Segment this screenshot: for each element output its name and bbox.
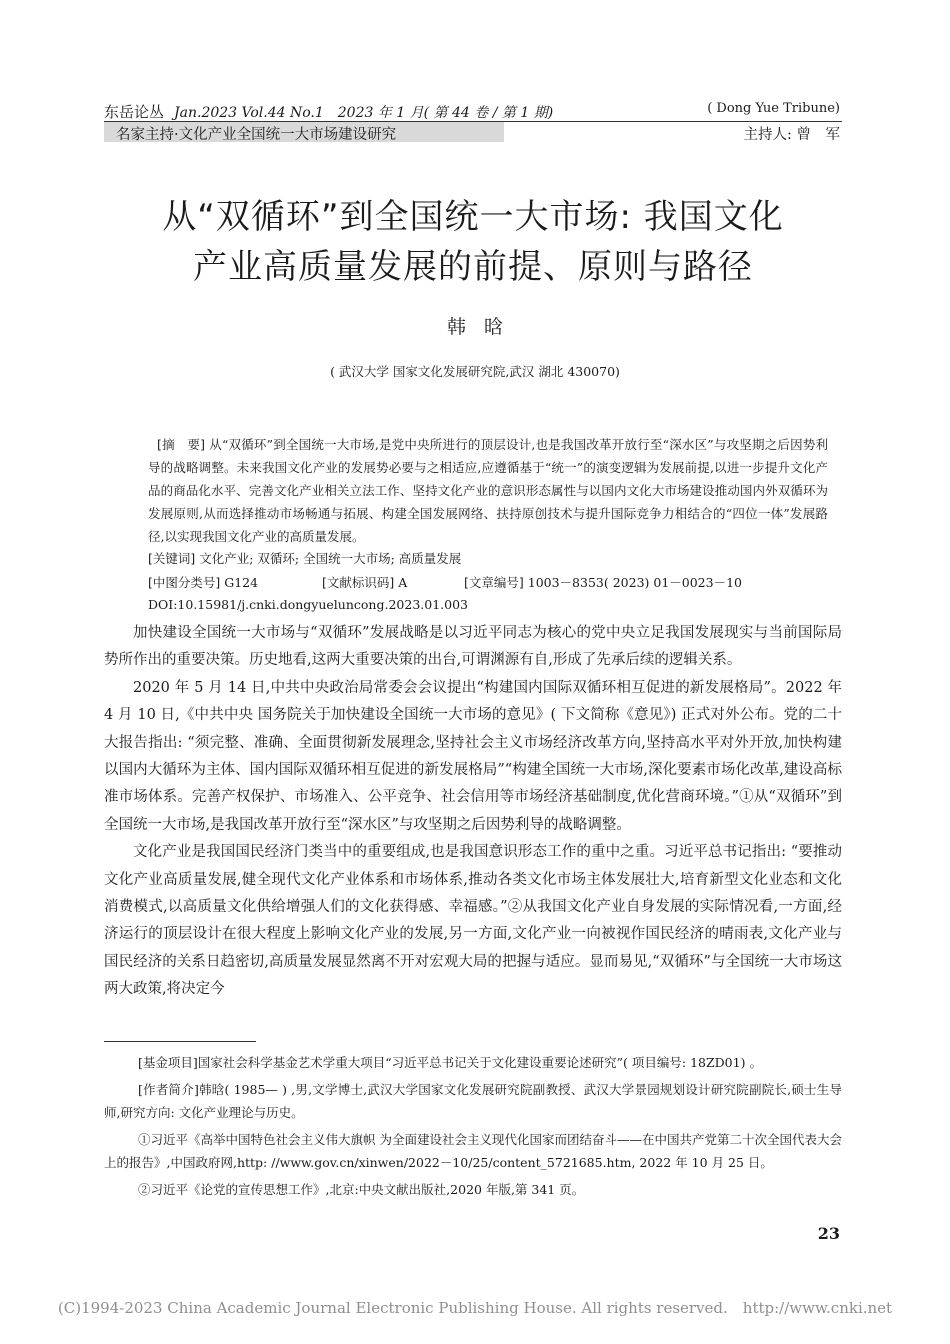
keywords-text: 文化产业; 双循环; 全国统一大市场; 高质量发展 <box>195 551 462 566</box>
keywords <box>148 549 461 567</box>
footnote-fund: [基金项目]国家社会科学基金艺术学重大项目“习近平总书记关于文化建设重要论述研究”( 项目编号: 18ZD01) 。 <box>138 1055 762 1070</box>
body-text <box>104 620 842 1004</box>
doc-value: A <box>394 575 408 590</box>
clc-value: G124 <box>220 575 259 590</box>
footnote-rule <box>104 1041 256 1042</box>
copyright-watermark: (C)1994-2023 China Academic Journal Electronic Publishing House. All rights reserved. http://www.cnki.net <box>57 1299 893 1317</box>
column-title: 名家主持·文化产业全国统一大市场建设研究 <box>116 127 397 143</box>
art-value: 1003－8353( 2023) 01－0023－10 <box>523 575 742 590</box>
abstract <box>148 433 828 548</box>
article-number <box>464 573 742 591</box>
page-number: 23 <box>817 1224 840 1243</box>
author-affiliation: ( 武汉大学 国家文化发展研究院,武汉 湖北 430070) <box>330 364 620 379</box>
issue-info: Jan.2023 Vol.44 No.1 2023 年 1 月( 第 44 卷 / 第 1 期) <box>174 105 554 121</box>
column-host: 主持人: 曾 军 <box>743 127 840 143</box>
paragraph-3: 文化产业是我国国民经济门类当中的重要组成,也是我国意识形态工作的重中之重。习近平总书记指出: “要推动文化产业高质量发展,健全现代文化产业体系和市场体系,推动各类文化市场主体发展壮大,培育新型文化业态和文化消费模式,以高质量文化供给增强人们的文化获得感、幸福感。”②从我国文化产业自身发展的实际情况看,一方面,经济运行的顶层设计在很大程度上影响文化产业的发展,另一方面,文化产业一向被视作国民经济的晴雨表,文化产业与国民经济的关系日趋密切,高质量发展显然离不开对宏观大局的把握与适应。显而易见,“双循环”与全国统一大市场这两大政策,将决定今 <box>104 844 842 998</box>
footnote-1: ①习近平《高举中国特色社会主义伟大旗帜 为全面建设社会主义现代化国家而团结奋斗——在中国共产党第二十次全国代表大会上的报告》,中国政府网,http: //www.gov.cn/xinwen/2022－10/25/content_5721685.htm, 2022 年 10 月 25 日。 <box>104 1132 842 1170</box>
title-line-2: 产业高质量发展的前提、原则与路径 <box>193 247 753 287</box>
clc-label: [中图分类号] <box>148 575 221 590</box>
journal-header <box>104 101 553 122</box>
keywords-label: [关键词] <box>148 551 196 566</box>
document-code <box>322 573 407 591</box>
paragraph-1: 加快建设全国统一大市场与“双循环”发展战略是以习近平同志为核心的党中央立足我国发展现实与当前国际局势所作出的重要决策。历史地看,这两大重要决策的出台,可谓渊源有自,形成了先承后续的逻辑关系。 <box>104 625 842 669</box>
footnote-2: ②习近平《论党的宣传思想工作》,北京:中央文献出版社,2020 年版,第 341 页。 <box>138 1182 585 1197</box>
author-name: 韩晗 <box>446 316 521 338</box>
title-line-1: 从“双循环”到全国统一大市场: 我国文化 <box>162 197 784 237</box>
footnotes <box>104 1051 842 1205</box>
footnote-author-bio: [作者简介]韩晗( 1985— ) ,男,文学博士,武汉大学国家文化发展研究院副教授、武汉大学景园规划设计研究院副院长,硕士生导师,研究方向: 文化产业理论与历史。 <box>104 1082 842 1120</box>
abstract-text: 从“双循环”到全国统一大市场,是党中央所进行的顶层设计,也是我国改革开放行至“深水区”与攻坚期之后因势利导的战略调整。未来我国文化产业的发展势必要与之相适应,应遵循基于“统一”的演变逻辑为发展前提,以进一步提升文化产品的商品化水平、完善文化产业相关立法工作、坚持文化产业的意识形态属性与以国内文化大市场建设推动国内外双循环为发展原则,从而选择推动市场畅通与拓展、构建全国发展网络、扶持原创技术与提升国际竞争力相结合的“四位一体”发展路径,以实现我国文化产业的高质量发展。 <box>148 437 828 544</box>
doi[interactable]: DOI:10.15981/j.cnki.dongyueluncong.2023.01.003 <box>148 597 468 612</box>
art-label: [文章编号] <box>464 575 524 590</box>
journal-name: 东岳论丛 <box>104 103 165 121</box>
article-title <box>104 192 842 292</box>
paragraph-2: 2020 年 5 月 14 日,中共中央政治局常委会会议提出“构建国内国际双循环相互促进的新发展格局”。2022 年 4 月 10 日,《中共中央 国务院关于加快建设全国统一大市场的意见》( 下文简称《意见》) 正式对外公布。党的二十大报告指出: “须完整、准确、全面贯彻新发展理念,坚持社会主义市场经济改革方向,坚持高水平对外开放,加快构建以国内大循环为主体、国内国际双循环相互促进的新发展格局”“构建全国统一大市场,深化要素市场化改革,建设高标准市场体系。完善产权保护、市场准入、公平竞争、社会信用等市场经济基础制度,优化营商环境。”①从“双循环”到全国统一大市场,是我国改革开放行至“深水区”与攻坚期之后因势利导的战略调整。 <box>104 679 842 833</box>
classification-row <box>148 573 828 593</box>
clc-code <box>148 573 258 591</box>
journal-name-en: ( Dong Yue Tribune) <box>707 101 840 116</box>
abstract-label: [摘 要] <box>157 437 206 452</box>
doc-label: [文献标识码] <box>322 575 395 590</box>
